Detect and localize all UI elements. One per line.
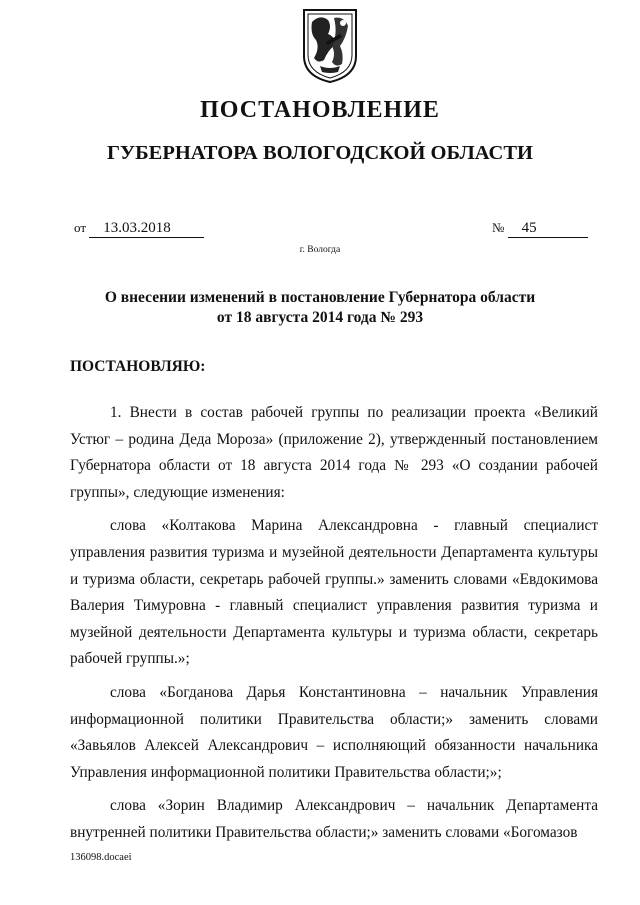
number-prefix: №	[492, 220, 505, 235]
coat-of-arms-emblem	[298, 4, 362, 84]
document-title: ПОСТАНОВЛЕНИЕ	[200, 97, 440, 123]
document-subject	[0, 288, 640, 328]
body-paragraph-3: слова «Богданова Дарья Константиновна – начальник Управления информационной политики Правительства области;» заменить словами «Завьялов Алексей Александрович – исполняющий обязанности начальника Управления информационной политики Правительства области;»;	[70, 683, 598, 781]
body-paragraph-1: 1. Внести в состав рабочей группы по реализации проекта «Великий Устюг – родина Деда Мороза» (приложение 2), утвержденный постановлением Губернатора области от 18 августа 2014 года № 293 «О создании рабочей группы», следующие изменения:	[70, 404, 598, 501]
document-date: 13.03.2018	[89, 220, 204, 238]
document-body	[70, 400, 598, 847]
body-paragraph-2: слова «Колтакова Марина Александровна - главный специалист управления развития туризма и музейной деятельности Департамента культуры и туризма области, секретарь рабочей группы.» заменить словами «Евдокимова Валерия Тимуровна - главный специалист управления развития туризма и музейной деятельности Департамента культуры и туризма области, секретарь рабочей группы.»;	[70, 517, 598, 668]
decree-heading: ПОСТАНОВЛЯЮ:	[70, 358, 206, 375]
number-field	[492, 220, 588, 238]
document-issuer: ГУБЕРНАТОРА ВОЛОГОДСКОЙ ОБЛАСТИ	[107, 142, 533, 164]
date-prefix: от	[74, 220, 87, 235]
subject-line-1: О внесении изменений в постановление Губернатора области	[104, 289, 536, 306]
date-field	[74, 220, 204, 238]
subject-line-2: от 18 августа 2014 года № 293	[216, 309, 424, 326]
city-label: г. Вологда	[299, 245, 341, 255]
document-number: 45	[508, 220, 588, 238]
document-code: 136098.docaei	[70, 852, 132, 863]
body-paragraph-4: слова «Зорин Владимир Александрович – начальник Департамента внутренней политики Правительства области;» заменить словами «Богомазов	[70, 797, 598, 841]
